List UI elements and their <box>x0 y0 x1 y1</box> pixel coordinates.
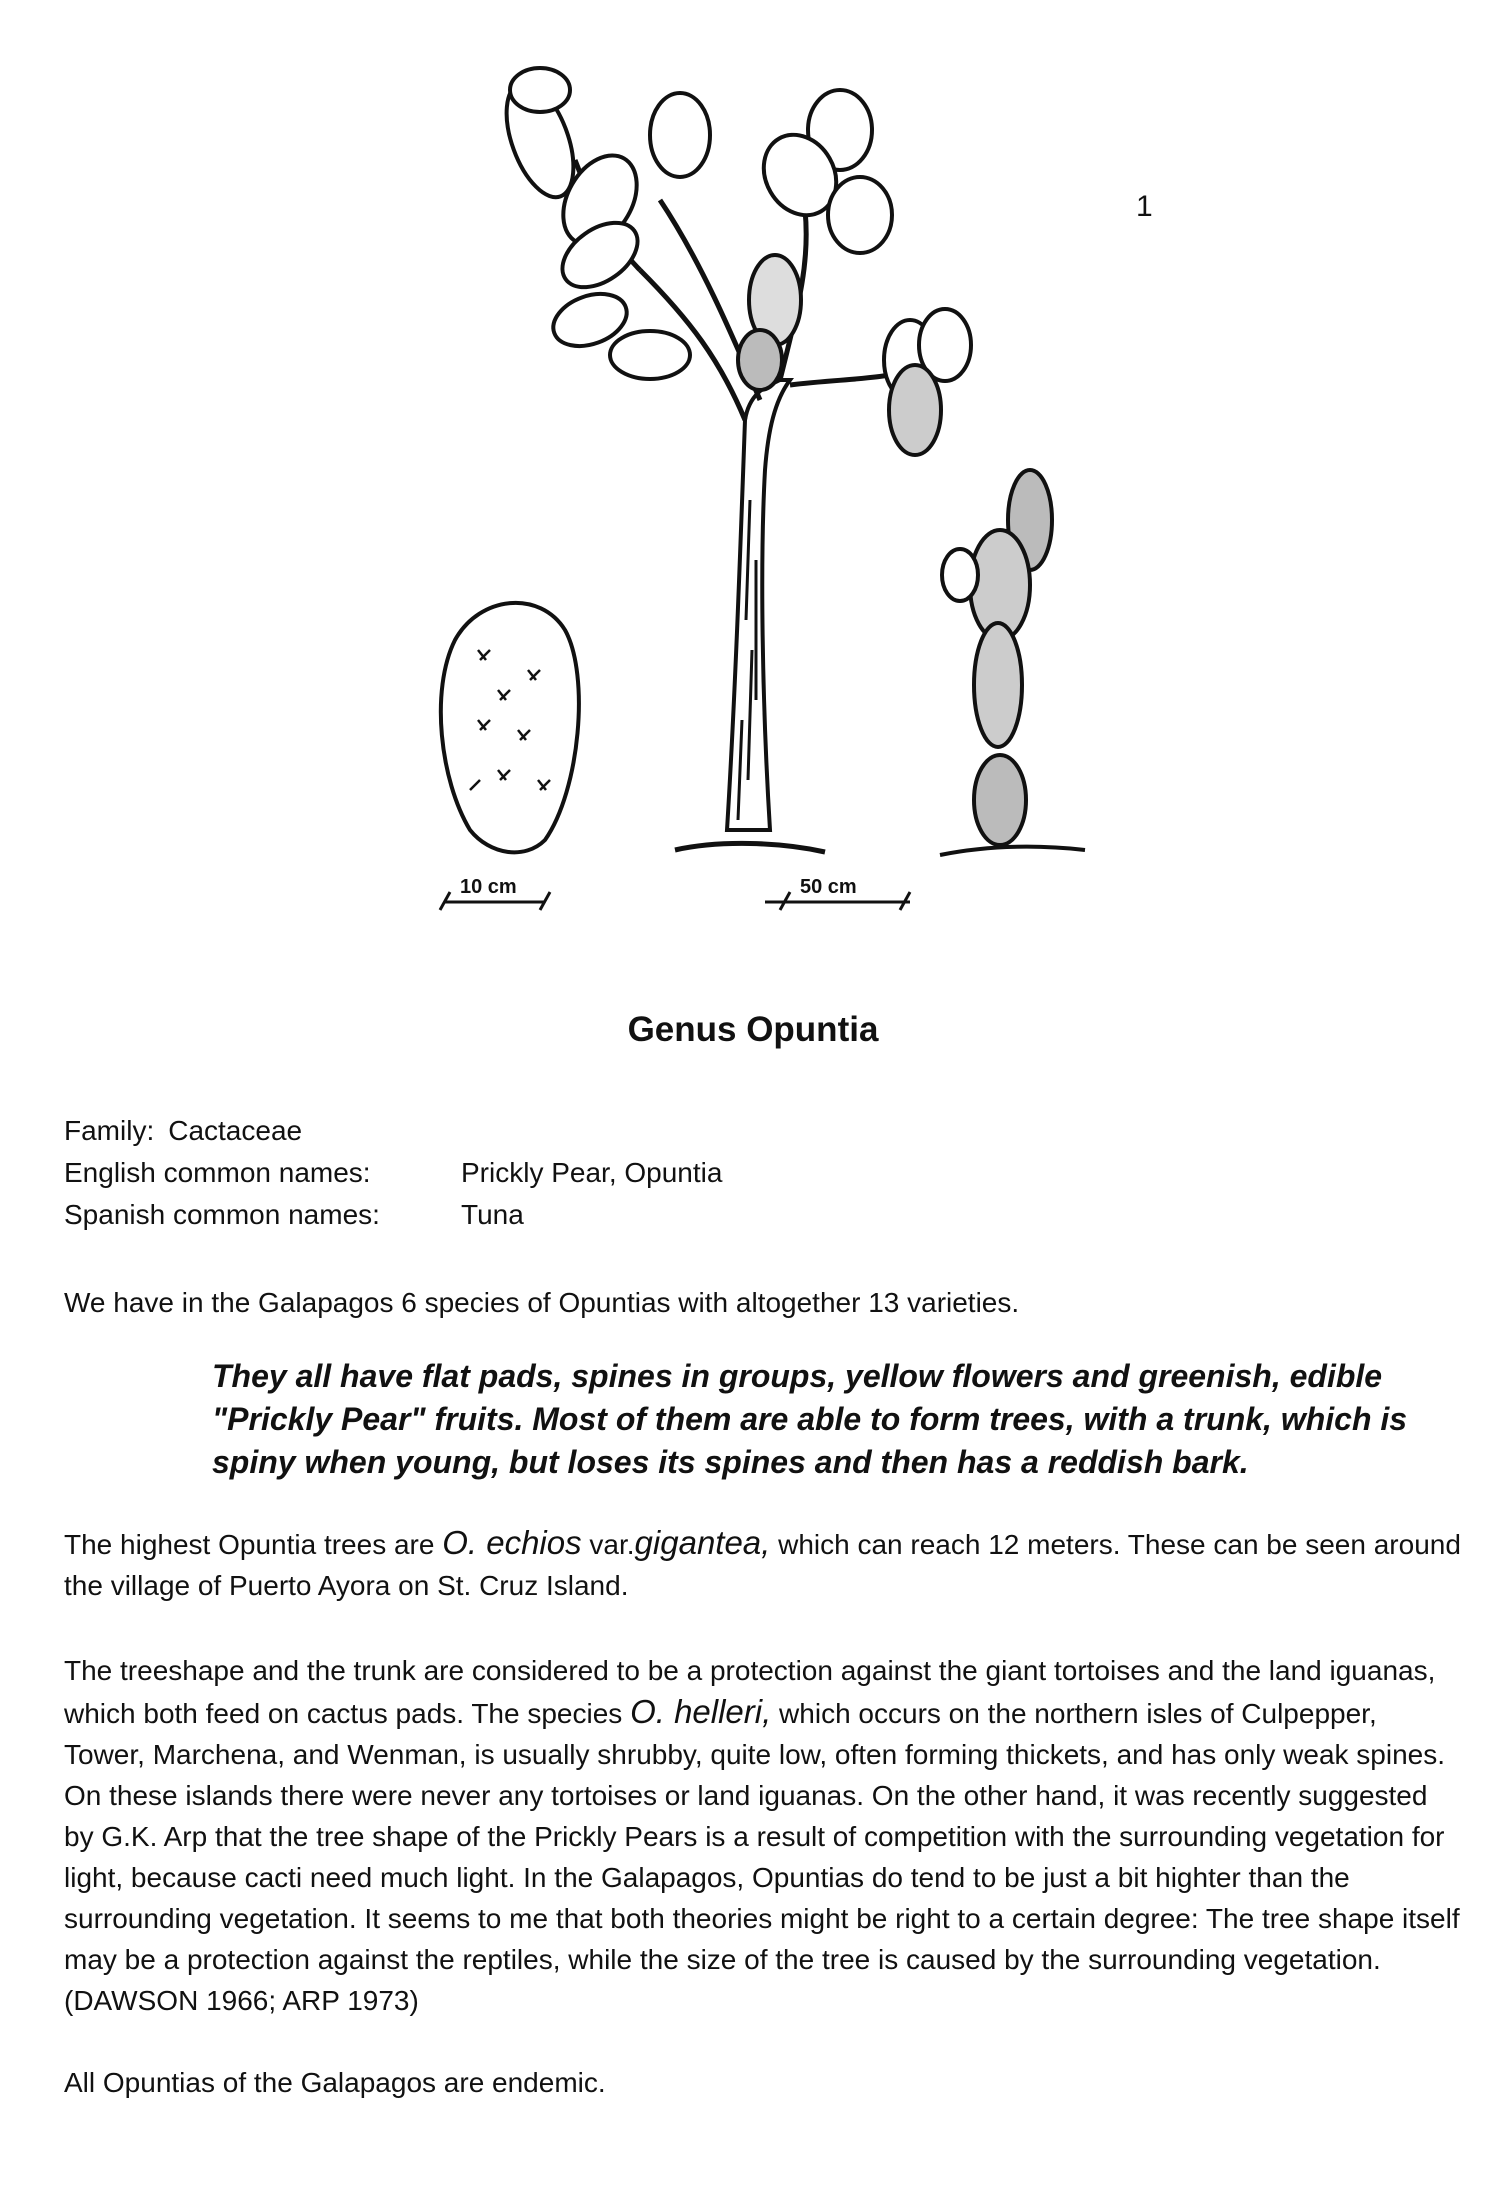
closing-paragraph: All Opuntias of the Galapagos are endemic. <box>64 2067 606 2098</box>
tree-pad <box>650 93 710 177</box>
para2-text-a: The highest Opuntia trees are <box>64 1529 443 1560</box>
intro-paragraph: We have in the Galapagos 6 species of Opuntias with altogether 13 varieties. <box>64 1287 1020 1318</box>
family-row <box>64 1110 722 1152</box>
tree-pad <box>610 331 690 379</box>
scale-label-small: 10 cm <box>460 876 517 898</box>
english-names-label: English common names: <box>64 1157 371 1188</box>
spanish-names-value: Tuna <box>461 1199 524 1230</box>
treeshape-paragraph <box>64 1650 1464 2021</box>
page-number: 1 <box>1136 190 1153 223</box>
spanish-names-label: Spanish common names: <box>64 1199 380 1230</box>
family-label: Family: <box>64 1115 155 1146</box>
shrub-pad <box>942 549 978 601</box>
variety-gigantea: gigantea, <box>634 1524 771 1561</box>
spanish-names-row <box>64 1194 722 1236</box>
para2-text-c: which can reach 12 meters. These can be seen around the village of Puerto Ayora on St. Cruz Island. <box>64 1529 1461 1601</box>
taxonomy-info <box>64 1110 722 1236</box>
para2-text-b: var. <box>581 1529 635 1560</box>
tree-trunk <box>727 380 790 830</box>
tree-pad <box>510 68 570 112</box>
cactus-illustration <box>0 0 1506 960</box>
scale-label-large: 50 cm <box>800 876 857 898</box>
shrub-pad <box>974 623 1022 747</box>
tree-pad <box>738 330 782 390</box>
english-names-value: Prickly Pear, Opuntia <box>461 1157 723 1188</box>
shrub-pad <box>974 755 1026 845</box>
para3-text-a: The treeshape and the trunk are considered to be a protection against the giant tortoises and the land iguanas, which both feed on cactus pads. The species <box>64 1655 1436 1729</box>
species-helleri: O. helleri, <box>630 1693 772 1730</box>
tree-pad <box>889 365 941 455</box>
single-pad <box>441 603 579 852</box>
page-title: Genus Opuntia <box>627 1010 879 1049</box>
family-value: Cactaceae <box>168 1115 303 1146</box>
description-quote: They all have flat pads, spines in groups, yellow flowers and greenish, edible "Prickly Pear" fruits. Most of them are able to form trees, with a trunk, which is spiny when young, but loses its spines and then has a reddish bark. <box>212 1358 1408 1480</box>
tree-pad <box>828 177 892 253</box>
tallest-trees-paragraph <box>64 1522 1464 1606</box>
para3-text-b: which occurs on the northern isles of Culpepper, Tower, Marchena, and Wenman, is usually shrubby, quite low, often forming thickets, and has only weak spines. On these islands there were never any tortoises or land iguanas. On the other hand, it was recently suggested by G.K. Arp that the tree shape of the Prickly Pears is a result of competition with the surrounding vegetation for light, because cacti need much light. In the Galapagos, Opuntias do tend to be just a bit highter than the surrounding vegetation. It seems to me that both theories might be right to a certain degree: The tree shape itself may be a protection against the reptiles, while the size of the tree is caused by the surrounding vegetation. (DAWSON 1966; ARP 1973) <box>64 1698 1460 2016</box>
species-echios: O. echios <box>442 1524 582 1561</box>
english-names-row <box>64 1152 722 1194</box>
